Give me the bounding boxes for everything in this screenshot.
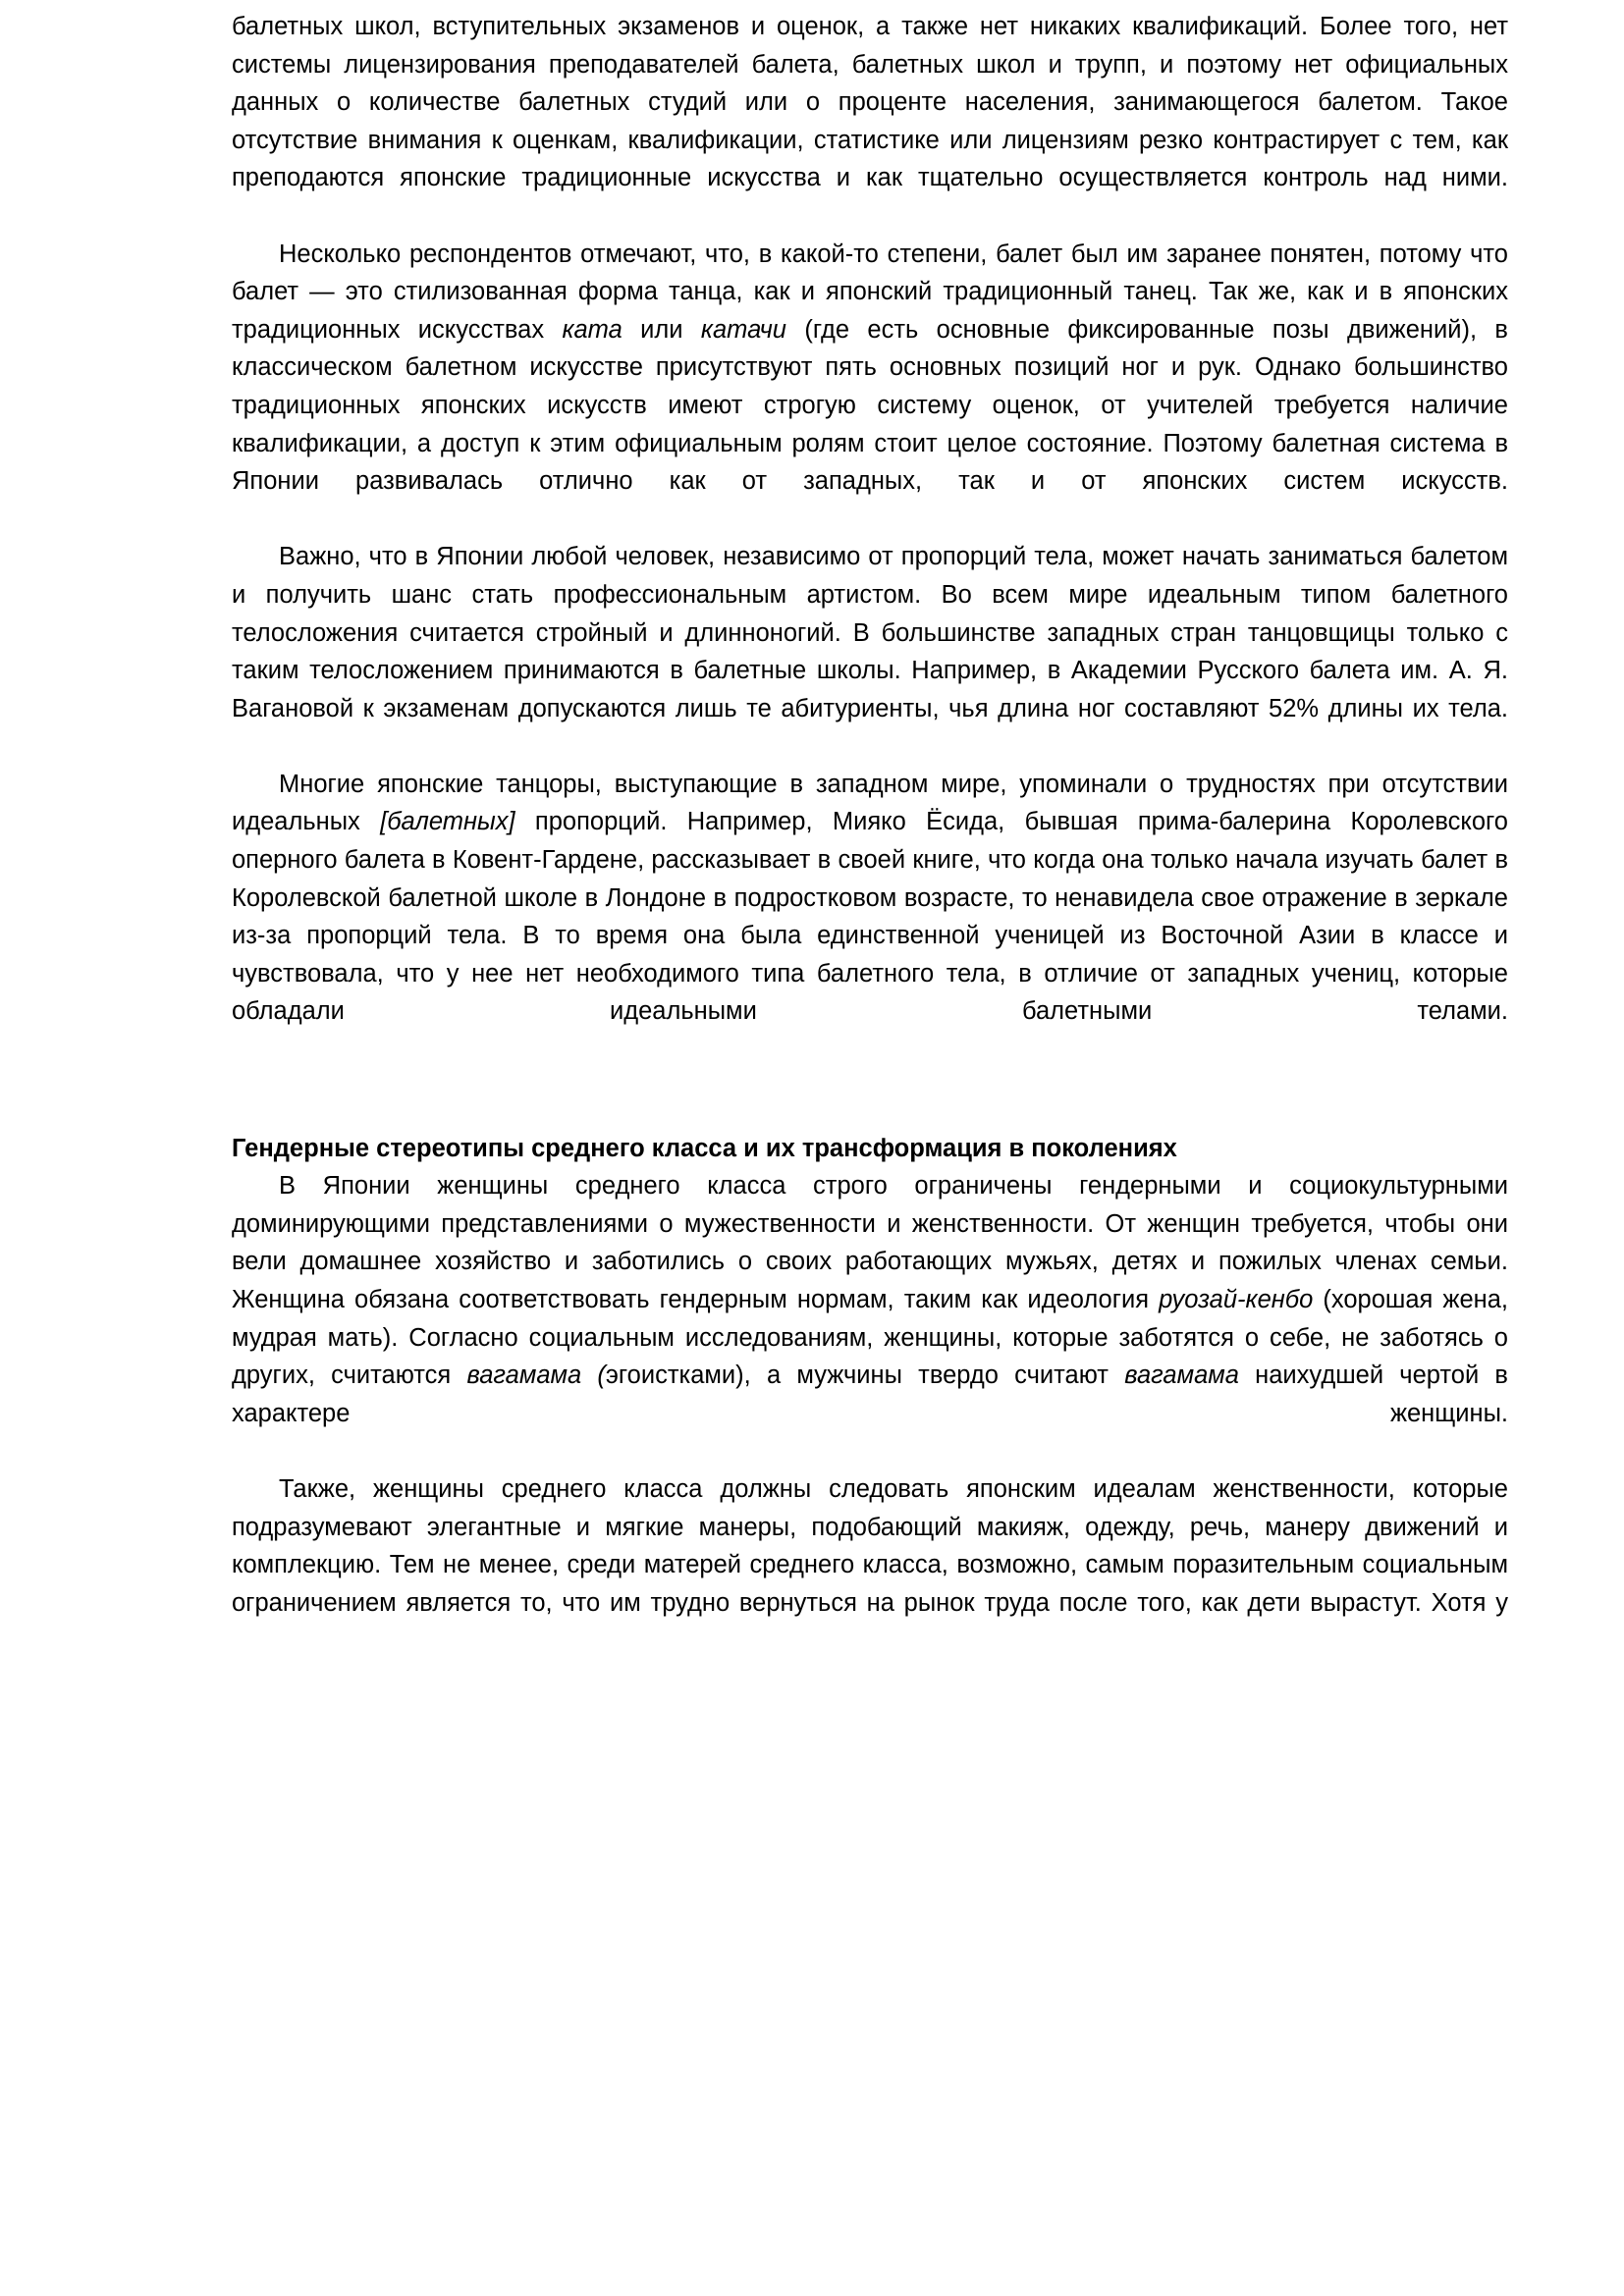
- italic-term-ryosai-kenbo: руозай-кенбо: [1159, 1286, 1314, 1313]
- italic-term-katachi: катачи: [700, 315, 786, 344]
- paragraph-body-proportions-vaganova: Важно, что в Японии любой человек, независимо от пропорций тела, может начать заниматься балетом и получить шанс стать профессиональным артистом. Во всем мире идеальным типом балетного телосложения считается стройный и длинноногий. В большинстве западных стран танцовщицы только с таким телосложением принимаются в балетные школы. Например, в Академии Русского балета им. А. Я. Вагановой к экзаменам допускаются лишь те абитуриенты, чья длина ног составляют 52% длины их тела.: [232, 543, 1508, 722]
- paragraph-femininity-ideals-continues-next-page: Также, женщины среднего класса должны следовать японским идеалам женственности, которые подразумевают элегантные и мягкие манеры, подобающий макияж, одежду, речь, манеру движений и комплекцию. Тем не менее, среди матерей среднего класса, возможно, самым поразительным социальным ограничением является то, что им трудно вернуться на рынок труда после того, как дети вырастут. Хотя у: [232, 1474, 1508, 1617]
- text-run: Многие японские танцоры, выступающие в западном мире, упоминали о трудностях при отсутствии идеальных: [232, 770, 1508, 836]
- italic-term-baletnyh-bracketed: [балетных]: [380, 808, 515, 836]
- paragraph-miyako-yoshida: [232, 766, 1508, 1069]
- heading-spacer: [232, 1069, 1508, 1130]
- text-column: [232, 0, 1508, 1660]
- text-run: (хорошая жена, мудрая мать). Согласно социальным исследованиям, женщины, которые заботятся о себе, не заботясь о других, считаются: [232, 1286, 1508, 1390]
- text-run: наихудшей чертой в характере женщины.: [232, 1362, 1508, 1427]
- paragraph-middle-class-women-gender-norms: [232, 1167, 1508, 1470]
- text-run: эгоистками), а мужчины твердо считают: [605, 1362, 1125, 1390]
- italic-term-wagamama-first: вагамама (: [466, 1362, 606, 1390]
- text-run: В Японии женщины среднего класса строго ограничены гендерными и социокультурными доминирующими представлениями о мужественности и женственности. От женщин требуется, чтобы они вели домашнее хозяйство и заботились о своих работающих мужьях, детях и пожилых членах семьи. Женщина обязана соответствовать гендерным нормам, таким как идеология: [232, 1172, 1508, 1313]
- paragraph-respondents-ballet-stylized-form: [232, 236, 1508, 539]
- text-run: (где есть основные фиксированные позы движений), в классическом балетном искусстве присутствуют пять основных позиций ног и рук. Однако большинство традиционных японских искусств имеют строгую систему оценок, от учителей требуется наличие квалификации, а доступ к этим официальным ролям стоит целое состояние. Поэтому балетная система в Японии развивалась отлично как от западных, так и от японских систем искусств.: [232, 315, 1508, 496]
- section-heading-gender-stereotypes: Гендерные стереотипы среднего класса и их трансформация в поколениях: [232, 1134, 1177, 1162]
- italic-term-wagamama-second: вагамама: [1124, 1362, 1239, 1390]
- paragraph-continued-from-previous-page: балетных школ, вступительных экзаменов и оценок, а также нет никаких квалификаций. Более того, нет системы лицензирования преподавателей балета, балетных школ и трупп, и поэтому нет официальных данных о количестве балетных студий или о проценте населения, занимающегося балетом. Такое отсутствие внимания к оценкам, квалификации, статистике или лицензиям резко контрастирует с тем, как преподаются японские традиционные искусства и как тщательно осуществляется контроль над ними.: [232, 13, 1508, 192]
- italic-term-kata: ката: [562, 315, 623, 344]
- top-spacer: [232, 0, 1508, 8]
- text-run: или: [622, 315, 701, 344]
- text-run: Несколько респондентов отмечают, что, в какой-то степени, балет был им заранее понятен, потому что балет — это стилизованная форма танца, как и японский традиционный танец. Так же, как и в японских традиционных искусствах: [232, 240, 1508, 344]
- text-run: пропорций. Например, Мияко Ёсида, бывшая прима-балерина Королевского оперного балета в Ковент-Гардене, рассказывает в своей книге, что когда она только начала изучать балет в Королевской балетной школе в Лондоне в подростковом возрасте, то ненавидела свое отражение в зеркале из-за пропорций тела. В то время она была единственной ученицей из Восточной Азии в классе и чувствовала, что у нее нет необходимого типа балетного тела, в отличие от западных учениц, которые обладали идеальными балетными телами.: [232, 808, 1508, 1026]
